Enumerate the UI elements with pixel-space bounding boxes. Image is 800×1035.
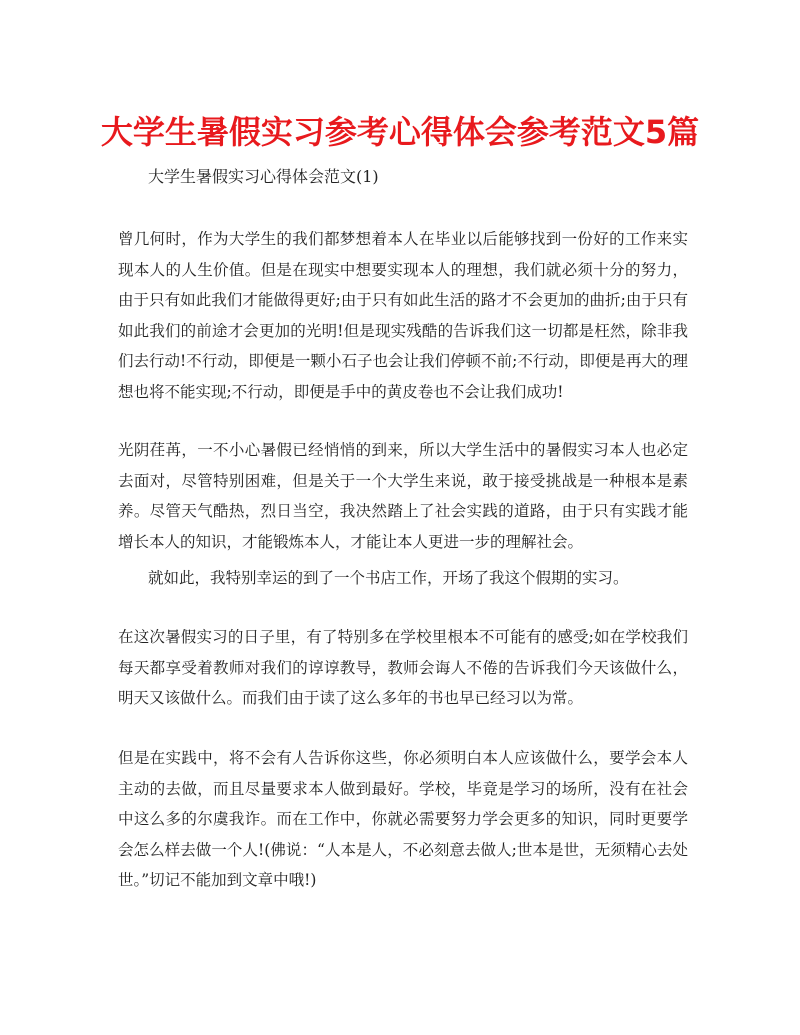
paragraph-5: 但是在实践中，将不会有人告诉你这些，你必须明白本人应该做什么，要学会本人主动的去做，而且尽量要求本人做到最好。学校，毕竟是学习的场所，没有在社会中这么多的尔虞我诈。而在工作中，你就必需要努力学会更多的知识，同时更要学会怎么样去做一个人!(佛说：“人本是人，不必刻意去做人;世本是世，无须精心去处世。”切记不能加到文章中哦!) (118, 749, 688, 889)
paragraph-1: 曾几何时，作为大学生的我们都梦想着本人在毕业以后能够找到一份好的工作来实现本人的人生价值。但是在现实中想要实现本人的理想，我们就必须十分的努力，由于只有如此我们才能做得更好;由于只有如此生活的路才不会更加的曲折;由于只有如此我们的前途才会更加的光明!但是现实残酷的告诉我们这一切都是枉然，除非我们去行动!不行动，即便是一颗小石子也会让我们停顿不前;不行动，即便是再大的理想也将不能实现;不行动，即便是手中的黄皮卷也不会让我们成功! (118, 230, 688, 401)
document-title: 大学生暑假实习参考心得体会参考范文5篇 (100, 113, 700, 151)
paragraph-3: 就如此，我特别幸运的到了一个书店工作，开场了我这个假期的实习。 (148, 569, 629, 587)
document-subtitle: 大学生暑假实习心得体会范文(1) (148, 167, 379, 186)
paragraph-2: 光阴荏苒，一不小心暑假已经悄悄的到来，所以大学生活中的暑假实习本人也必定去面对，尽管特别困难，但是关于一个大学生来说，敢于接受挑战是一种根本是素养。尽管天气酷热，烈日当空，我决然踏上了社会实践的道路，由于只有实践才能增长本人的知识，才能锻炼本人，才能让本人更进一步的理解社会。 (118, 441, 688, 551)
paragraph-4: 在这次暑假实习的日子里，有了特别多在学校里根本不可能有的感受;如在学校我们每天都享受着教师对我们的谆谆教导，教师会诲人不倦的告诉我们今天该做什么，明天又该做什么。而我们由于读了这么多年的书也早已经习以为常。 (118, 628, 688, 707)
